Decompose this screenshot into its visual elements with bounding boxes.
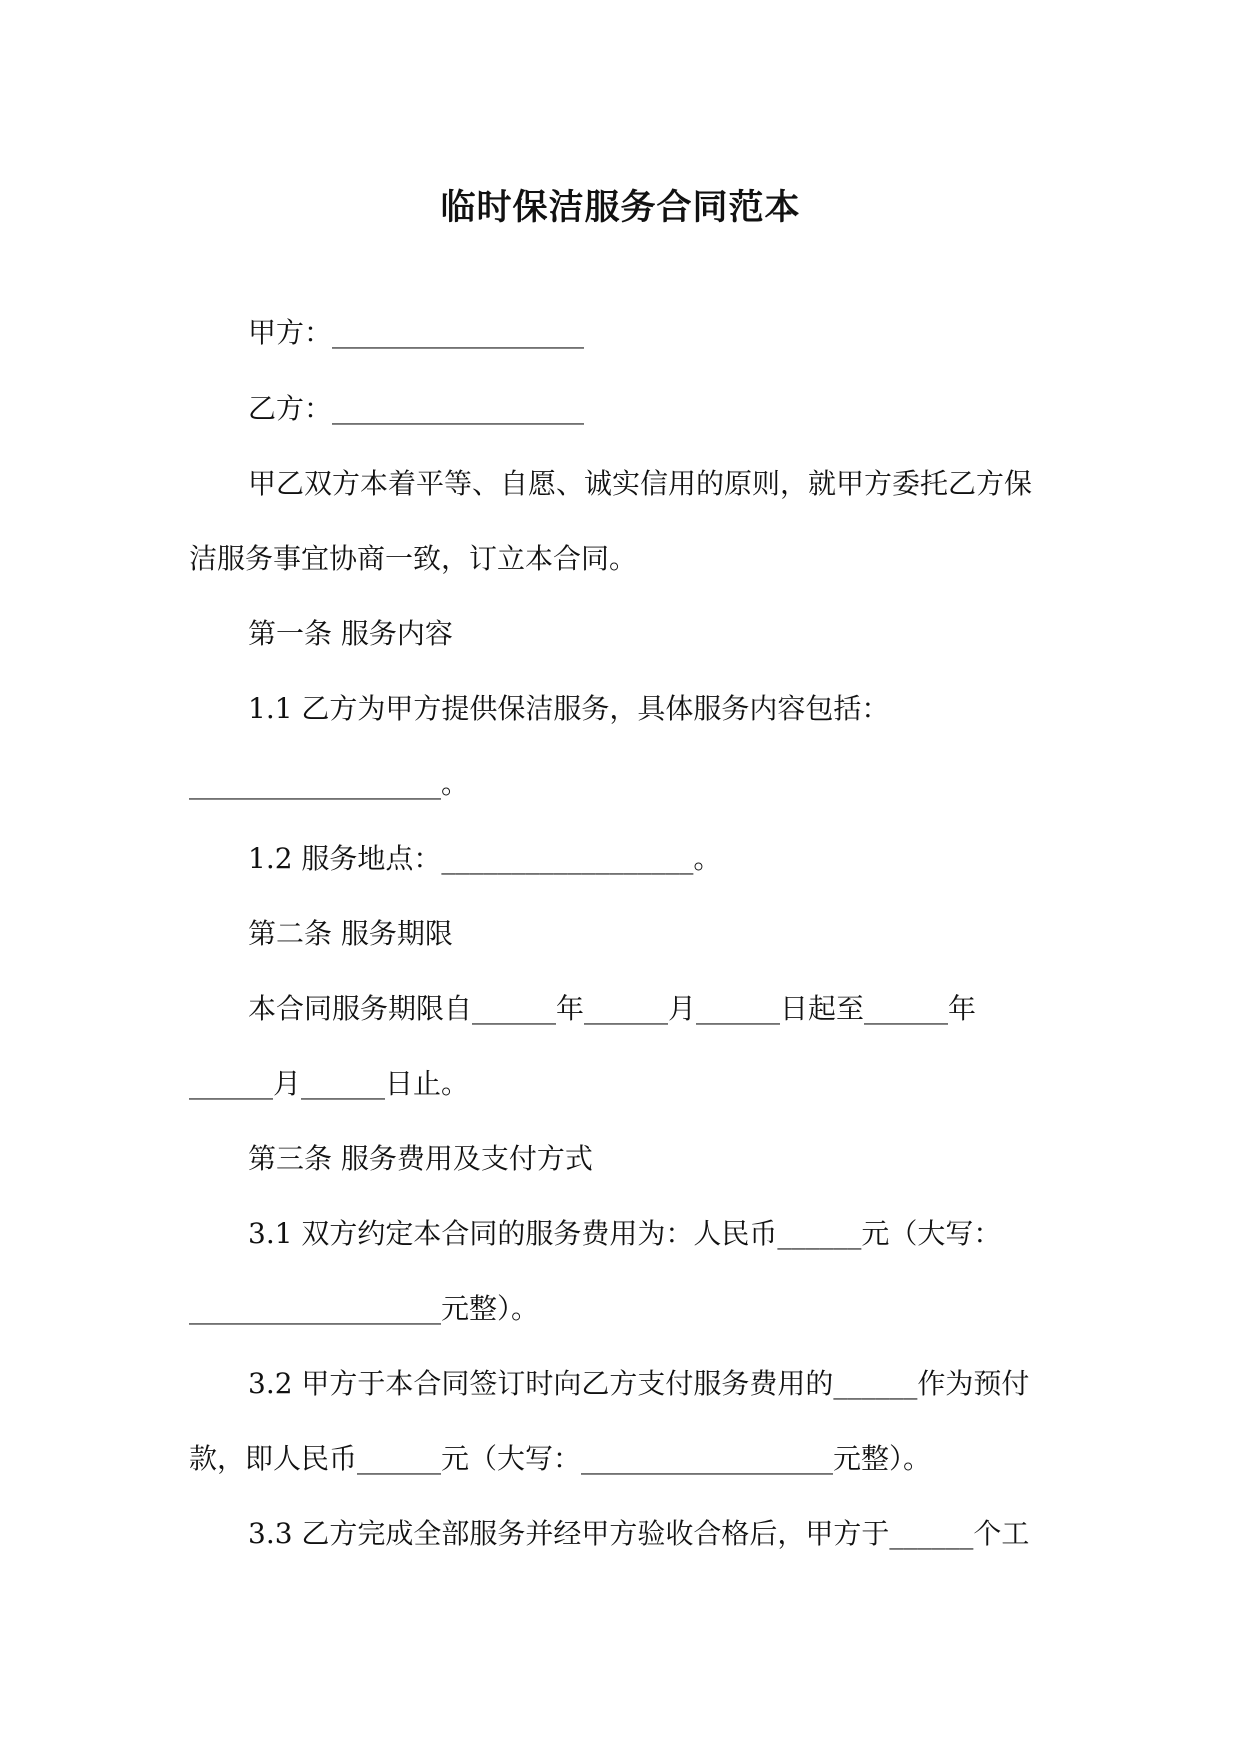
party-b-line: 乙方：__________________ xyxy=(248,392,585,425)
service-term-line-1: 本合同服务期限自______年______月______日起至______年 xyxy=(248,992,977,1025)
clause-1-2-line: 1.2 服务地点：__________________。 xyxy=(248,842,722,875)
article-1-heading: 第一条 服务内容 xyxy=(248,617,453,650)
preamble-line-2: 洁服务事宜协商一致，订立本合同。 xyxy=(189,542,638,575)
party-a-line: 甲方：__________________ xyxy=(248,316,585,349)
clause-3-1-line-1: 3.1 双方约定本合同的服务费用为：人民币______元（大写： xyxy=(248,1217,1002,1250)
clause-3-2-line-1: 3.2 甲方于本合同签订时向乙方支付服务费用的______作为预付 xyxy=(248,1367,1030,1400)
clause-1-1-line-1: 1.1 乙方为甲方提供保洁服务，具体服务内容包括： xyxy=(248,692,890,725)
clause-3-1-line-2: __________________元整）。 xyxy=(189,1292,540,1325)
service-term-line-2: ______月______日止。 xyxy=(189,1067,470,1100)
article-2-heading: 第二条 服务期限 xyxy=(248,917,453,950)
preamble-line-1: 甲乙双方本着平等、自愿、诚实信用的原则，就甲方委托乙方保 xyxy=(248,467,1033,500)
clause-3-3-line-1: 3.3 乙方完成全部服务并经甲方验收合格后，甲方于______个工 xyxy=(248,1517,1030,1550)
document-title: 临时保洁服务合同范本 xyxy=(440,187,801,228)
clause-3-2-line-2: 款，即人民币______元（大写：__________________元整）。 xyxy=(189,1442,932,1475)
clause-1-1-line-2: __________________。 xyxy=(189,767,470,800)
article-3-heading: 第三条 服务费用及支付方式 xyxy=(248,1142,593,1175)
